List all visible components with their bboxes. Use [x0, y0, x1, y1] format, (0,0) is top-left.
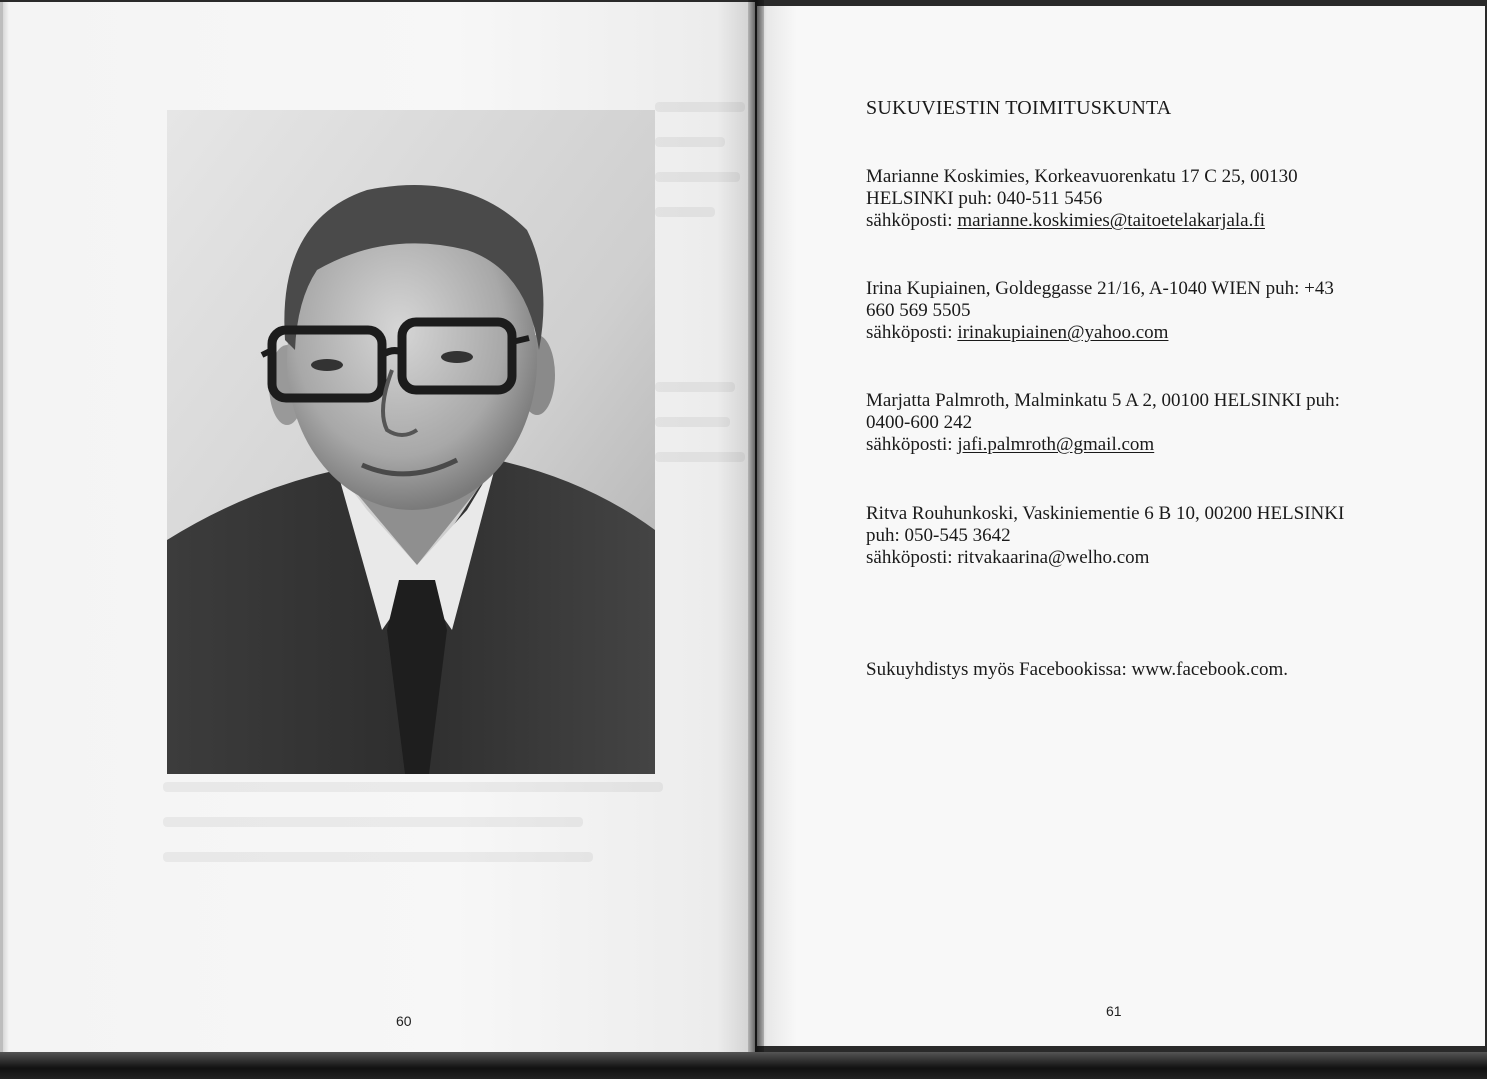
contact-line: 660 569 5505 — [866, 300, 971, 321]
scanner-edge — [0, 1052, 1487, 1079]
page-heading: SUKUVIESTIN TOIMITUSKUNTA — [866, 97, 1172, 119]
bleed-through-line — [655, 207, 715, 217]
email-link[interactable]: marianne.koskimies@taitoetelakarjala.fi — [957, 210, 1265, 231]
bleed-through-line — [163, 817, 583, 827]
bleed-through-line — [655, 137, 725, 147]
bleed-through-line — [655, 452, 745, 462]
email-link[interactable]: irinakupiainen@yahoo.com — [957, 322, 1169, 343]
right-page — [757, 6, 1485, 1046]
email-label: sähköposti: — [866, 322, 958, 343]
page-number-right: 61 — [1106, 1003, 1122, 1019]
contact-line: Marianne Koskimies, Korkeavuorenkatu 17 C 25, 00130 — [866, 166, 1298, 187]
bleed-through-line — [655, 172, 740, 182]
portrait-photo — [167, 110, 655, 774]
contact-line: HELSINKI puh: 040-511 5456 — [866, 188, 1103, 209]
email-label: sähköposti: — [866, 210, 958, 231]
book-gutter-shadow — [748, 0, 764, 1055]
email-link[interactable]: jafi.palmroth@gmail.com — [957, 434, 1155, 455]
bleed-through-line — [655, 417, 730, 427]
contact-line: Marjatta Palmroth, Malminkatu 5 A 2, 00100 HELSINKI puh: — [866, 390, 1340, 411]
email-label: sähköposti: — [866, 547, 958, 568]
email-line — [866, 434, 1154, 456]
contact-line: puh: 050-545 3642 — [866, 525, 1011, 546]
left-page — [0, 2, 755, 1052]
bleed-through-line — [655, 102, 745, 112]
bleed-through-line — [655, 382, 735, 392]
page-number-left: 60 — [396, 1013, 412, 1029]
email-label: sähköposti: — [866, 434, 958, 455]
email-line — [866, 322, 1168, 344]
contact-line: Irina Kupiainen, Goldeggasse 21/16, A-1040 WIEN puh: +43 — [866, 278, 1334, 299]
facebook-note: Sukuyhdistys myös Facebookissa: www.facebook.com. — [866, 659, 1288, 680]
contact-line: 0400-600 242 — [866, 412, 973, 433]
email-line — [866, 547, 1149, 569]
contact-line: Ritva Rouhunkoski, Vaskiniementie 6 B 10, 00200 HELSINKI — [866, 503, 1345, 524]
email-text: ritvakaarina@welho.com — [957, 547, 1150, 568]
bleed-through-line — [163, 782, 663, 792]
bleed-through-line — [163, 852, 593, 862]
email-line — [866, 210, 1265, 232]
